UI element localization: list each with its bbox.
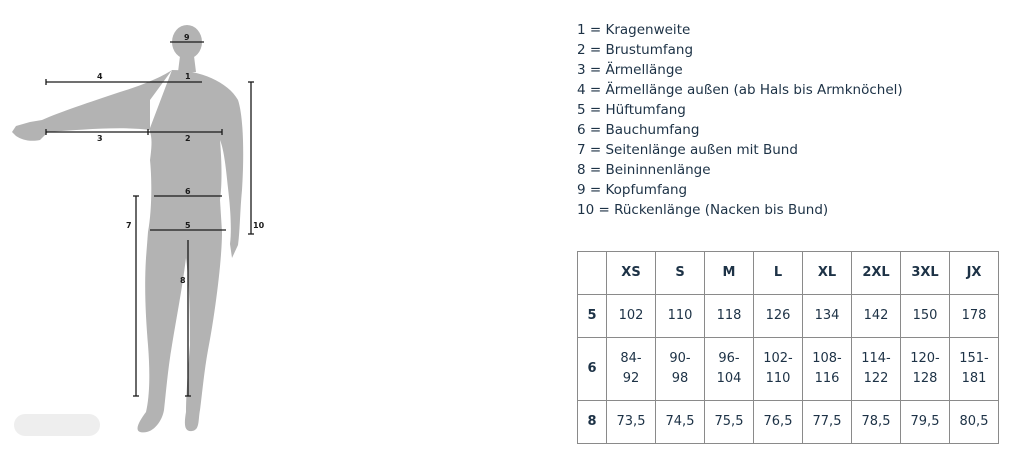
legend-item-7: 7 = Seitenlänge außen mit Bund (577, 142, 798, 158)
size-header-3xl: 3XL (901, 252, 950, 295)
legend-item-10: 10 = Rückenlänge (Nacken bis Bund) (577, 202, 829, 218)
body-measurement-figure (0, 0, 300, 469)
range-min: 114- (861, 351, 891, 366)
legend-item-1: 1 = Kragenweite (577, 22, 691, 38)
table-cell (950, 338, 999, 401)
label-2: 2 (185, 134, 191, 143)
table-cell: 142 (852, 295, 901, 338)
legend-item-6: 6 = Bauchumfang (577, 122, 700, 138)
label-5: 5 (185, 221, 191, 230)
size-header-row (578, 252, 999, 295)
row-label: 6 (578, 338, 607, 401)
legend-item-5: 5 = Hüftumfang (577, 102, 686, 118)
size-table (577, 251, 999, 444)
horizontal-scrollbar-thumb[interactable] (14, 414, 100, 436)
table-cell: 78,5 (852, 401, 901, 444)
size-header-m: M (705, 252, 754, 295)
range-min: 96- (718, 351, 740, 366)
range-max: 92 (622, 371, 640, 386)
measurement-legend (577, 20, 903, 220)
table-cell: 76,5 (754, 401, 803, 444)
range-min: 84- (620, 351, 642, 366)
table-cell: 118 (705, 295, 754, 338)
range-min: 102- (763, 351, 793, 366)
table-cell: 79,5 (901, 401, 950, 444)
range-min: 120- (910, 351, 940, 366)
label-8: 8 (180, 276, 186, 285)
size-header-xs: XS (607, 252, 656, 295)
table-cell (901, 338, 950, 401)
table-cell: 80,5 (950, 401, 999, 444)
label-6: 6 (185, 187, 191, 196)
table-cell: 134 (803, 295, 852, 338)
header-corner-cell (578, 252, 607, 295)
range-max: 122 (863, 371, 889, 386)
legend-item-3: 3 = Ärmellänge (577, 62, 683, 78)
range-min: 151- (959, 351, 989, 366)
range-max: 181 (961, 371, 987, 386)
table-cell (754, 338, 803, 401)
size-header-jx: JX (950, 252, 999, 295)
table-cell: 74,5 (656, 401, 705, 444)
table-row (578, 338, 999, 401)
table-cell: 126 (754, 295, 803, 338)
table-cell: 150 (901, 295, 950, 338)
table-cell: 75,5 (705, 401, 754, 444)
range-min: 90- (669, 351, 691, 366)
label-9: 9 (184, 33, 190, 42)
label-4: 4 (97, 72, 103, 81)
label-3: 3 (97, 134, 103, 143)
table-cell (705, 338, 754, 401)
row-label: 8 (578, 401, 607, 444)
range-max: 104 (716, 371, 742, 386)
table-cell (852, 338, 901, 401)
legend-item-9: 9 = Kopfumfang (577, 182, 688, 198)
table-cell (803, 338, 852, 401)
label-10: 10 (253, 221, 265, 230)
size-header-xl: XL (803, 252, 852, 295)
table-cell: 178 (950, 295, 999, 338)
size-header-l: L (754, 252, 803, 295)
table-cell: 110 (656, 295, 705, 338)
table-cell: 102 (607, 295, 656, 338)
row-label: 5 (578, 295, 607, 338)
table-row (578, 295, 999, 338)
range-max: 116 (814, 371, 840, 386)
range-max: 98 (671, 371, 689, 386)
size-header-s: S (656, 252, 705, 295)
table-cell: 77,5 (803, 401, 852, 444)
range-max: 128 (912, 371, 938, 386)
range-min: 108- (812, 351, 842, 366)
size-header-2xl: 2XL (852, 252, 901, 295)
legend-item-4: 4 = Ärmellänge außen (ab Hals bis Armknöchel) (577, 82, 903, 98)
label-7: 7 (126, 221, 132, 230)
table-cell (607, 338, 656, 401)
table-row (578, 401, 999, 444)
label-1: 1 (185, 72, 191, 81)
table-cell: 73,5 (607, 401, 656, 444)
legend-item-8: 8 = Beininnenlänge (577, 162, 711, 178)
range-max: 110 (765, 371, 791, 386)
legend-item-2: 2 = Brustumfang (577, 42, 694, 58)
table-cell (656, 338, 705, 401)
